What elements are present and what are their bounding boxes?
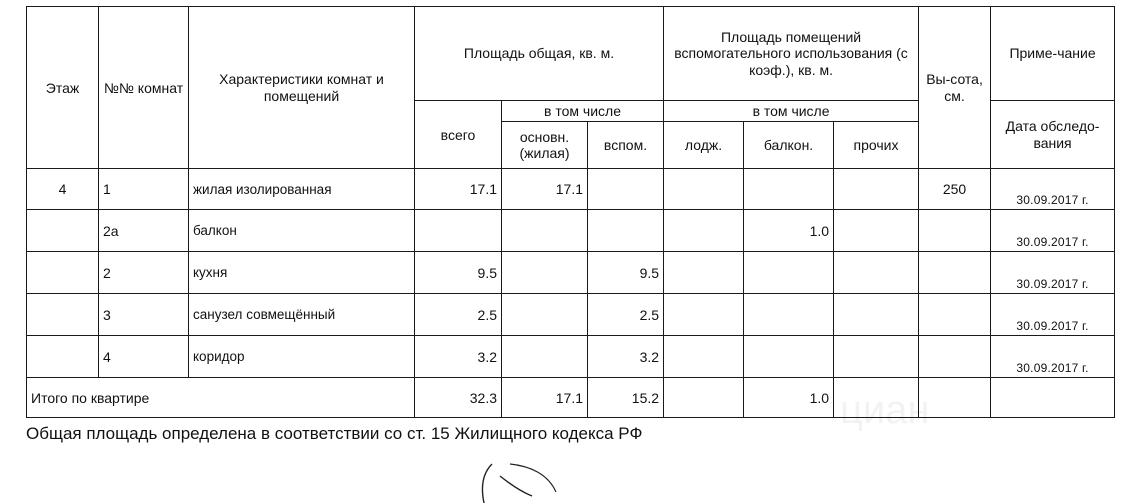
cell-main: 17.1	[502, 169, 588, 210]
header-other: прочих	[834, 122, 919, 169]
cell-date: 30.09.2017 г.	[991, 336, 1115, 378]
table-row	[27, 336, 1115, 378]
header-auxiliary: вспом.	[588, 122, 664, 169]
cell-height	[919, 336, 991, 378]
cell-total: 2.5	[415, 294, 502, 336]
totals-row	[27, 378, 1115, 418]
cell-height	[919, 210, 991, 252]
cell-height: 250	[919, 169, 991, 210]
header-loggia: лодж.	[664, 122, 744, 169]
cell-other	[834, 294, 919, 336]
cell-desc: балкон	[189, 210, 415, 252]
cell-loggia	[664, 210, 744, 252]
header-floor: Этаж	[27, 7, 99, 169]
cell-desc: санузел совмещённый	[189, 294, 415, 336]
cell-floor	[27, 252, 99, 294]
totals-label: Итого по квартире	[27, 378, 415, 418]
cell-date: 30.09.2017 г.	[991, 252, 1115, 294]
footnote: Общая площадь определена в соответствии со ст. 15 Жилищного кодекса РФ	[26, 424, 643, 443]
cell-date: 30.09.2017 г.	[991, 210, 1115, 252]
header-all: всего	[415, 101, 502, 169]
header-main-living: основн. (жилая)	[502, 122, 588, 169]
header-room-no: №№ комнат	[99, 7, 189, 169]
header-height: Вы-сота, см.	[919, 7, 991, 169]
cell-loggia	[664, 336, 744, 378]
cell-room: 2а	[99, 210, 189, 252]
cell-loggia	[664, 252, 744, 294]
cell-height	[919, 252, 991, 294]
cell-room: 4	[99, 336, 189, 378]
cell-main	[502, 294, 588, 336]
totals-balcony: 1.0	[744, 378, 834, 418]
cell-total: 9.5	[415, 252, 502, 294]
cell-loggia	[664, 169, 744, 210]
cell-total: 17.1	[415, 169, 502, 210]
header-total-area: Площадь общая, кв. м.	[415, 7, 664, 101]
cell-room: 3	[99, 294, 189, 336]
totals-main: 17.1	[502, 378, 588, 418]
header-note: Приме-чание	[991, 7, 1115, 101]
cell-floor	[27, 294, 99, 336]
watermark: циан	[840, 388, 930, 432]
cell-desc: кухня	[189, 252, 415, 294]
signature-mark	[470, 462, 560, 503]
cell-balcony: 1.0	[744, 210, 834, 252]
cell-main	[502, 252, 588, 294]
header-balcony: балкон.	[744, 122, 834, 169]
cell-main	[502, 336, 588, 378]
cell-balcony	[744, 294, 834, 336]
cell-total	[415, 210, 502, 252]
totals-loggia	[664, 378, 744, 418]
table-row	[27, 294, 1115, 336]
cell-floor	[27, 210, 99, 252]
room-area-table	[26, 6, 1115, 418]
cell-balcony	[744, 336, 834, 378]
header-survey-date: Дата обследо-вания	[991, 101, 1115, 169]
cell-height	[919, 294, 991, 336]
cell-other	[834, 336, 919, 378]
cell-balcony	[744, 252, 834, 294]
cell-aux: 9.5	[588, 252, 664, 294]
cell-aux: 2.5	[588, 294, 664, 336]
totals-date	[991, 378, 1115, 418]
cell-floor	[27, 336, 99, 378]
header-including-1: в том числе	[502, 101, 664, 122]
cell-desc: коридор	[189, 336, 415, 378]
header-aux-area: Площадь помещений вспомогательного использования (с коэф.), кв. м.	[664, 7, 919, 101]
table-row	[27, 210, 1115, 252]
cell-aux	[588, 210, 664, 252]
cell-other	[834, 252, 919, 294]
totals-aux: 15.2	[588, 378, 664, 418]
cell-date: 30.09.2017 г.	[991, 294, 1115, 336]
cell-other	[834, 210, 919, 252]
cell-room: 2	[99, 252, 189, 294]
cell-total: 3.2	[415, 336, 502, 378]
header-characteristics: Характеристики комнат и помещений	[189, 7, 415, 169]
cell-aux: 3.2	[588, 336, 664, 378]
cell-other	[834, 169, 919, 210]
cell-balcony	[744, 169, 834, 210]
table-row	[27, 169, 1115, 210]
header-including-2: в том числе	[664, 101, 919, 122]
cell-room: 1	[99, 169, 189, 210]
cell-date: 30.09.2017 г.	[991, 169, 1115, 210]
table-row	[27, 252, 1115, 294]
cell-main	[502, 210, 588, 252]
cell-aux	[588, 169, 664, 210]
cell-loggia	[664, 294, 744, 336]
totals-total: 32.3	[415, 378, 502, 418]
cell-desc: жилая изолированная	[189, 169, 415, 210]
cell-floor: 4	[27, 169, 99, 210]
